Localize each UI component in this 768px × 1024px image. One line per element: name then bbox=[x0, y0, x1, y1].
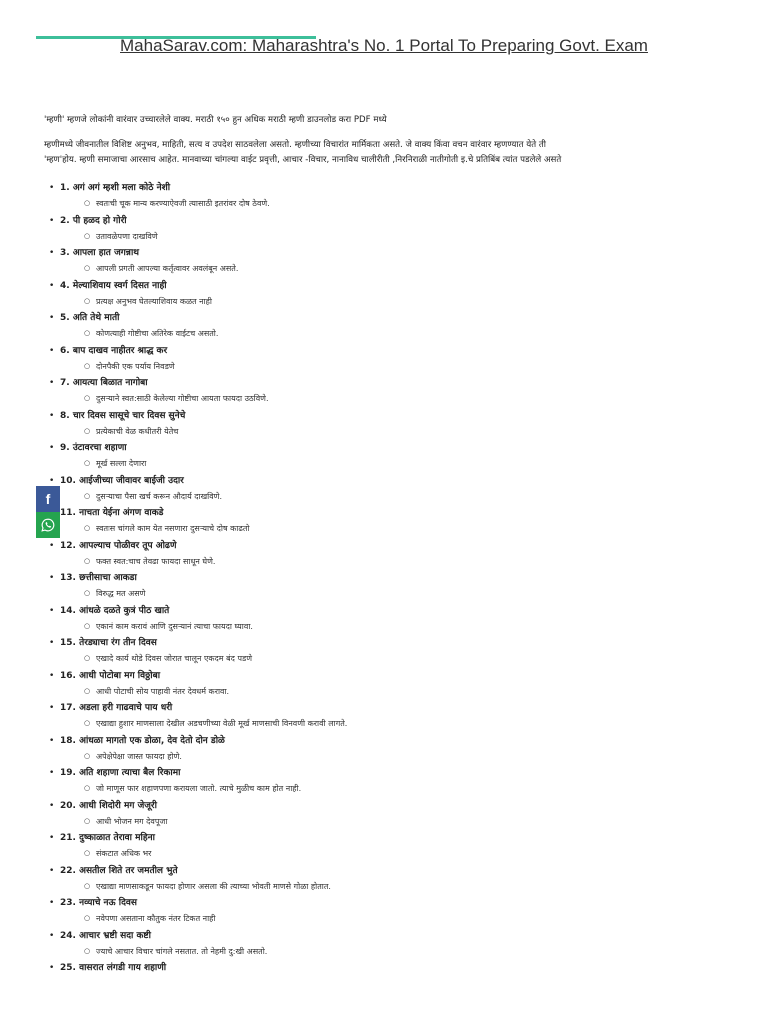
proverb-item bbox=[60, 605, 740, 638]
proverb-text: • 25. वासरात लंगडी गाय शहाणी bbox=[60, 962, 166, 974]
facebook-share-button[interactable] bbox=[36, 486, 60, 512]
proverb-meaning: ○ अपेक्षेपेक्षा जास्त फायदा होणे. bbox=[96, 751, 182, 762]
intro-paragraph: 'म्हणी' म्हणजे लोकांनी वारंवार उच्चारलेले वाक्य. मराठी १५० हुन अधिक मराठी म्हणी डाउनलोड करा PDF मध्ये bbox=[44, 115, 387, 125]
proverb-text: • 7. आयत्या बिळात नागोबा bbox=[60, 377, 148, 389]
proverb-meaning: ○ एखादे कार्य थोडे दिवस जोरात चालून एकदम बंद पडणे bbox=[96, 653, 252, 664]
proverb-text: • 14. आंधळे दळते कुत्रं पीठ खाते bbox=[60, 605, 169, 617]
proverb-item bbox=[60, 377, 740, 410]
proverb-item bbox=[60, 410, 740, 443]
whatsapp-icon bbox=[41, 518, 55, 532]
proverb-text: • 6. बाप दाखव नाहीतर श्राद्ध कर bbox=[60, 345, 167, 357]
proverb-text: • 3. आपला हात जगन्नाथ bbox=[60, 247, 139, 259]
proverb-text: • 18. आंधळा मागतो एक डोळा, देव देतो दोन डोळे bbox=[60, 735, 225, 747]
proverb-text: • 5. अति तेथे माती bbox=[60, 312, 119, 324]
proverb-meaning: ○ स्वतःची चूक मान्य करण्याऐवजी त्यासाठी इतरांवर दोष ठेवणे. bbox=[96, 198, 270, 209]
proverb-item bbox=[60, 702, 740, 735]
proverb-meaning: ○ एखाद्या हुशार माणसाला देखील अडचणीच्या वेळी मूर्ख माणसाची विनवणी करावी लागते. bbox=[96, 718, 347, 729]
proverb-item bbox=[60, 312, 740, 345]
proverb-text: • 12. आपल्याच पोळीवर तूप ओढणे bbox=[60, 540, 177, 552]
proverb-item bbox=[60, 865, 740, 898]
proverb-text: • 4. मेल्याशिवाय स्वर्ग दिसत नाही bbox=[60, 280, 167, 292]
proverb-meaning: ○ विरुद्ध मत असणे bbox=[96, 588, 145, 599]
proverb-meaning: ○ ज्याचे आचार विचार चांगले नसतात. तो नेहमी दु:खी असतो. bbox=[96, 946, 267, 957]
proverb-text: • 21. दुष्काळात तेरावा महिना bbox=[60, 832, 155, 844]
proverb-text: • 19. अति शहाणा त्याचा बैल रिकामा bbox=[60, 767, 180, 779]
proverb-text: • 10. आईजीच्या जीवावर बाईजी उदार bbox=[60, 475, 184, 487]
proverb-meaning: ○ फक्त स्वत:चाच तेवढा फायदा साधून घेणे. bbox=[96, 556, 215, 567]
proverb-item bbox=[60, 930, 740, 963]
description-line: 'म्हण'होय. म्हणी समाजाचा आरसाच आहेत. मानवाच्या चांगल्या वाईट प्रवृत्ती, आचार -विचार, नानाविध चालीरीती ,निरनिराळी नातीगोती इ.चे प्रतिबिंब त्यांत पडलेले असते bbox=[44, 155, 562, 165]
proverb-meaning: ○ प्रत्येकाची वेळ कधीतरी येतेच bbox=[96, 426, 178, 437]
proverb-text: • 15. तेरड्याचा रंग तीन दिवस bbox=[60, 637, 157, 649]
proverb-item bbox=[60, 182, 740, 215]
proverb-meaning: ○ संकटात अधिक भर bbox=[96, 848, 151, 859]
proverb-meaning: ○ आधी भोजन मग देवपूजा bbox=[96, 816, 167, 827]
proverb-item bbox=[60, 475, 740, 508]
proverb-text: • 2. पी हळद हो गोरी bbox=[60, 215, 127, 227]
proverb-meaning: ○ स्वतःस चांगले काम येत नसणारा दुसऱ्याचे दोष काढतो bbox=[96, 523, 250, 534]
proverb-list bbox=[60, 182, 740, 995]
facebook-icon: f bbox=[45, 491, 51, 507]
proverb-item bbox=[60, 735, 740, 768]
whatsapp-share-button[interactable] bbox=[36, 512, 60, 538]
proverb-meaning: ○ प्रत्यक्ष अनुभव घेतल्याशिवाय कळत नाही bbox=[96, 296, 212, 307]
proverb-text: • 9. उंटावरचा शहाणा bbox=[60, 442, 127, 454]
proverb-item bbox=[60, 897, 740, 930]
proverb-item bbox=[60, 670, 740, 703]
proverb-item bbox=[60, 832, 740, 865]
proverb-meaning: ○ नवेपणा असताना कौतुक नंतर टिकत नाही bbox=[96, 913, 216, 924]
proverb-meaning: ○ दुसऱ्याचा पैसा खर्च करून औदार्य दाखविणे. bbox=[96, 491, 222, 502]
proverb-item bbox=[60, 247, 740, 280]
proverb-text: • 23. नव्याचे नऊ दिवस bbox=[60, 897, 137, 909]
proverb-item bbox=[60, 280, 740, 313]
proverb-text: • 1. अगं अगं म्हशी मला कोठे नेशी bbox=[60, 182, 170, 194]
proverb-text: • 13. छत्तीसाचा आकडा bbox=[60, 572, 137, 584]
proverb-text: • 24. आचार भ्रष्टी सदा कष्टी bbox=[60, 930, 151, 942]
proverb-item bbox=[60, 442, 740, 475]
proverb-meaning: ○ आपली प्रगती आपल्या कर्तृत्वावर अवलंबून असते. bbox=[96, 263, 238, 274]
proverb-text: • 16. आधी पोटोबा मग विठ्ठोबा bbox=[60, 670, 160, 682]
proverb-meaning: ○ कोणत्याही गोष्टीचा अतिरेक वाईटच असतो. bbox=[96, 328, 218, 339]
proverb-text: • 22. असतील शिते तर जमतील भुते bbox=[60, 865, 178, 877]
proverb-item bbox=[60, 800, 740, 833]
proverb-item bbox=[60, 637, 740, 670]
proverb-item bbox=[60, 572, 740, 605]
proverb-item bbox=[60, 767, 740, 800]
proverb-meaning: ○ जो माणूस फार शहाणपणा करायला जातो. त्याचे मुळीच काम होत नाही. bbox=[96, 783, 301, 794]
proverb-item bbox=[60, 540, 740, 573]
proverb-text: • 17. अडला हरी गाढवाचे पाय धरी bbox=[60, 702, 172, 714]
proverb-item bbox=[60, 507, 740, 540]
proverb-item bbox=[60, 345, 740, 378]
proverb-meaning: ○ दोनपैकी एक पर्याय निवडणे bbox=[96, 361, 175, 372]
proverb-text: • 8. चार दिवस सासूचे चार दिवस सुनेचे bbox=[60, 410, 185, 422]
proverb-meaning: ○ आधी पोटाची सोय पाहावी नंतर देवधर्म करावा. bbox=[96, 686, 229, 697]
proverb-item bbox=[60, 962, 740, 995]
proverb-meaning: ○ दुसऱ्याने स्वत:साठी केलेल्या गोष्टीचा आयता फायदा उठविणे. bbox=[96, 393, 269, 404]
site-title-link[interactable]: MahaSarav.com: Maharashtra's No. 1 Portal To Preparing Govt. Exam bbox=[120, 36, 648, 55]
proverb-meaning: ○ मूर्ख सल्ला देणारा bbox=[96, 458, 146, 469]
description-paragraph bbox=[44, 138, 734, 168]
description-line: म्हणीमध्ये जीवनातील विशिष्ट अनुभव, माहिती, सत्य व उपदेश साठवलेला असतो. म्हणीच्या विचारांत मार्मिकता असते. जे वाक्य किंवा वचन वारंवार म्हणण्यात येते ती bbox=[44, 140, 547, 150]
proverb-item bbox=[60, 215, 740, 248]
proverb-text: • 11. नाचता येईना अंगण वाकडे bbox=[60, 507, 163, 519]
proverb-meaning: ○ उतावळेपणा दाखविणे bbox=[96, 231, 158, 242]
proverb-meaning: ○ एकानं काम करावं आणि दुसऱ्यानं त्याचा फायदा घ्यावा. bbox=[96, 621, 253, 632]
proverb-text: • 20. आधी शिदोरी मग जेजूरी bbox=[60, 800, 157, 812]
proverb-meaning: ○ एखाद्या माणसाकडून फायदा होणार असला की त्याच्या भोवती माणसे गोळा होतात. bbox=[96, 881, 331, 892]
